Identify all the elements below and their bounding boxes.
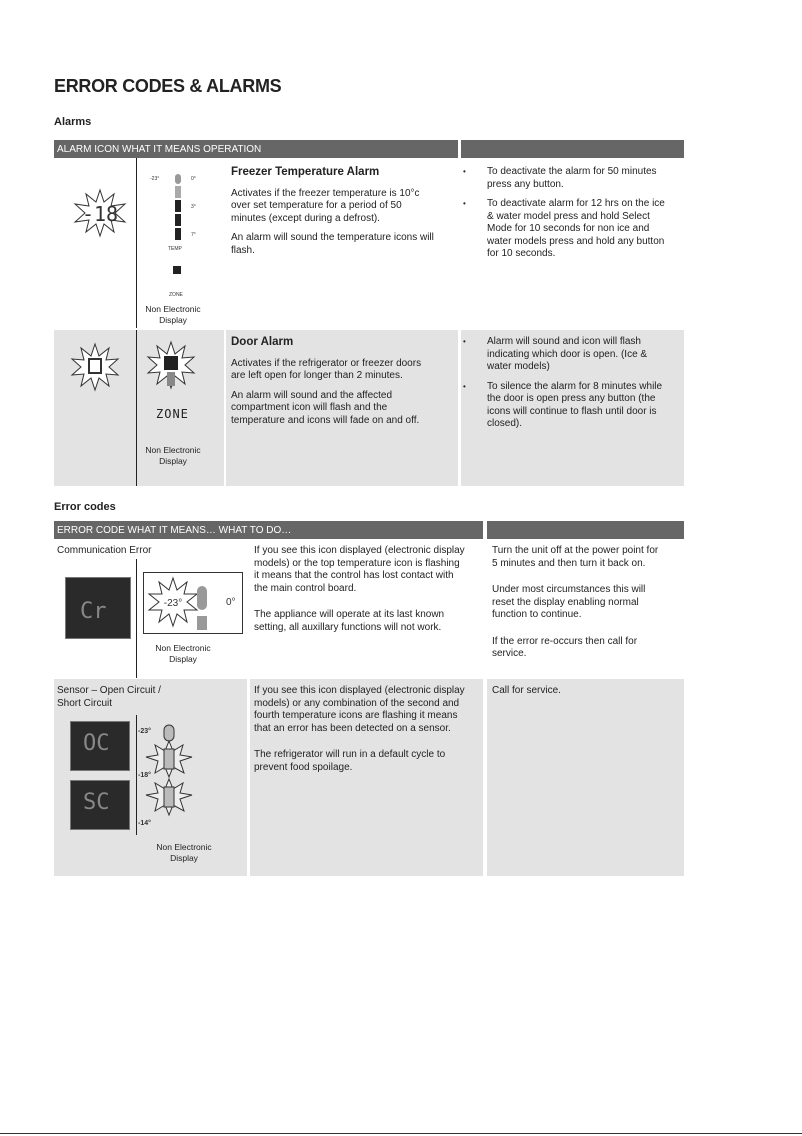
- svg-text:-18: -18: [81, 202, 119, 226]
- non-electronic-caption: Non Electronic Display: [145, 445, 201, 466]
- lcd-display: [65, 577, 131, 639]
- divider: [136, 559, 137, 678]
- alarm-operation-cell: [461, 158, 684, 328]
- operation-item: • To silence the alarm for 8 minutes while the door is open press any button (the icons will continue to flash until door is closed).: [461, 381, 674, 431]
- page-title: ERROR CODES & ALARMS: [54, 76, 282, 96]
- error-description: If you see this icon displayed (electronic display models) or the top temperature icon is flashing it means that the control has lost contact with the main control board.: [254, 545, 465, 594]
- sensor-temperature-icons: [138, 723, 218, 833]
- error-meaning-cell: [250, 539, 483, 678]
- alarms-heading: Alarms: [54, 116, 92, 128]
- error-name: Sensor – Open Circuit / Short Circuit: [57, 685, 161, 709]
- operation-item: • Alarm will sound and icon will flash indicating which door is open. (Ice & water models): [461, 336, 674, 374]
- svg-text:-23°: -23°: [138, 728, 151, 735]
- svg-text:0°: 0°: [226, 597, 236, 608]
- svg-text:-23°: -23°: [150, 176, 160, 182]
- errors-table-header: ERROR CODE WHAT IT MEANS… WHAT TO DO…: [54, 521, 483, 539]
- non-electronic-caption: Non Electronic Display: [155, 643, 211, 664]
- error-code-cell: [54, 679, 247, 876]
- alarm-description: Activates if the refrigerator or freezer doors are left open for longer than 2 minutes.: [231, 357, 422, 381]
- svg-text:7°: 7°: [191, 232, 196, 238]
- error-code-text: SC: [83, 790, 110, 815]
- lcd-display-sc: [70, 780, 130, 830]
- svg-text:0°: 0°: [191, 176, 196, 182]
- alarm-title: Door Alarm: [231, 336, 294, 348]
- svg-text:3°: 3°: [191, 204, 196, 210]
- error-description: If you see this icon displayed (electronic display models) or any combination of the second and fourth temperature icons are flashing it means that an error has been detected on a sensor.: [254, 685, 465, 734]
- alarm-meaning-cell: [226, 158, 458, 328]
- error-todo-cell: [487, 679, 684, 876]
- svg-text:-14°: -14°: [138, 820, 151, 827]
- error-name: Communication Error: [57, 545, 152, 556]
- error-codes-heading: Error codes: [54, 501, 116, 513]
- zone-flashing-icon: [146, 340, 196, 400]
- error-todo-cell: [487, 539, 684, 678]
- operation-item: • To deactivate alarm for 12 hrs on the ice & water model press and hold Select Mode for 10 seconds for non ice and water models press and hold any button for 10 seconds.: [461, 198, 674, 261]
- alarm-title: Freezer Temperature Alarm: [231, 166, 380, 178]
- alarm-icon-cell: [54, 330, 224, 486]
- temperature-zone-icon: [146, 172, 206, 302]
- alarm-icon-cell: [54, 158, 224, 328]
- svg-text:-18°: -18°: [138, 772, 151, 779]
- svg-text:-23°: -23°: [163, 598, 183, 609]
- divider: [136, 158, 137, 328]
- error-code-cell: [54, 539, 247, 678]
- error-code-text: Cr: [80, 599, 107, 624]
- alarms-table-header-blank: [461, 140, 684, 158]
- page-bottom-rule: [0, 1133, 802, 1134]
- flashing-temperature-icon: [70, 188, 130, 238]
- svg-text:ZONE: ZONE: [169, 292, 183, 298]
- divider: [136, 715, 137, 835]
- error-description: The refrigerator will run in a default cycle to prevent food spoilage.: [254, 749, 446, 773]
- alarm-operation-cell: [461, 330, 684, 486]
- alarms-table-header: ALARM ICON WHAT IT MEANS OPERATION: [54, 140, 458, 158]
- temperature-icon-flashing: [143, 572, 243, 634]
- svg-text:TEMP: TEMP: [168, 246, 182, 252]
- todo-text: If the error re-occurs then call for service.: [492, 635, 638, 659]
- door-alarm-icon: [70, 342, 120, 392]
- alarm-description: Activates if the freezer temperature is 10°c over set temperature for a period of 50 minutes (except during a defrost).: [231, 187, 420, 224]
- alarm-meaning-cell: [226, 330, 458, 486]
- zone-label: ZONE: [156, 407, 189, 421]
- divider: [136, 330, 137, 486]
- non-electronic-caption: Non Electronic Display: [145, 304, 201, 325]
- errors-table-header-blank: [487, 521, 684, 539]
- operation-item: • To deactivate the alarm for 50 minutes press any button.: [461, 166, 674, 191]
- lcd-display-oc: [70, 721, 130, 771]
- error-code-text: OC: [83, 731, 110, 756]
- todo-text: Under most circumstances this will reset the display enabling normal function to continue.: [492, 584, 646, 620]
- error-meaning-cell: [250, 679, 483, 876]
- alarm-description: An alarm will sound and the affected compartment icon will flash and the temperature and icons will fade on and off.: [231, 389, 420, 426]
- todo-text: Call for service.: [492, 685, 561, 696]
- error-description: The appliance will operate at its last known setting, all auxillary functions will not work.: [254, 609, 445, 633]
- alarm-description: An alarm will sound the temperature icons will flash.: [231, 232, 434, 256]
- non-electronic-caption: Non Electronic Display: [156, 842, 212, 863]
- todo-text: Turn the unit off at the power point for 5 minutes and then turn it back on.: [492, 545, 659, 569]
